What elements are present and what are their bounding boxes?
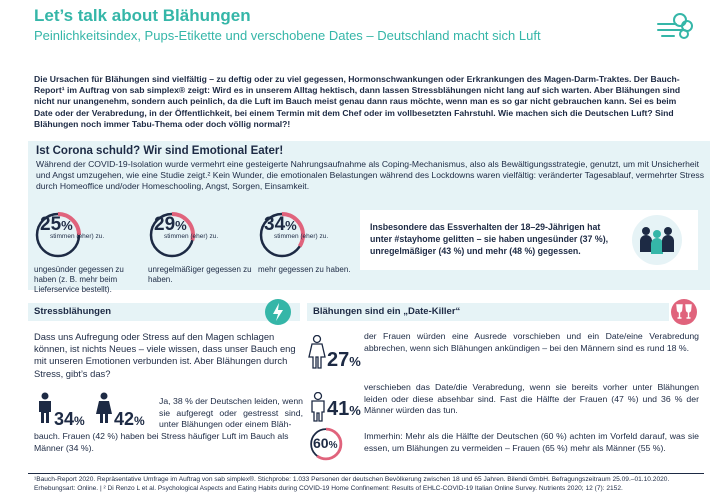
stat-sub: stimmen (eher) zu.	[274, 233, 329, 240]
person-icon	[309, 392, 327, 422]
young-adults-text: Insbesondere das Essverhalten der 18–29-Jährigen hat unter #stayhome gelitten – sie haben ungesünder (37 %), unregelmäßiger (43 %) und mehr (48 %) gegessen.	[370, 222, 609, 256]
stress-text: Dass uns Aufregung oder Stress auf den Magen schlagen können, ist nichts Neues – viele wissen, dass unser Bauch eng mit unseren Emotionen verbunden ist. Aber Blähungen durch Stress, gibt’s das?	[34, 331, 296, 379]
date-percent: 60	[313, 435, 329, 451]
stress-heading-bar	[28, 303, 300, 321]
stat-percent: 34	[264, 214, 286, 235]
intro-text: Die Ursachen für Blähungen sind vielfältig – zu deftig oder zu viel gegessen, Hormonschwankungen oder Erkrankungen des Magen-Darm-Traktes. Der Bauch-Report¹ im Auftrag von sab simplex® zeigt: Wird es in unserem Alltag hektisch, dann lassen Stressblähungen nicht lang auf sich warten. Aber Blähungen sind nicht nur unangenehm, sondern auch peinlich, da die Luft im Bauch meist genau dann raus möchte, wenn man es so gar nicht gebrauchen kann. Sei es beim Date oder der Verabredung, in der Öffentlichkeit, bei einem Termin mit dem Chef oder im vollbesetzten Fahrstuhl. Wie machen sich die Deutschen Luft? Sind Blähungen noch immer Tabu-Thema oder doch völlig normal?!	[34, 74, 681, 129]
date-row-food	[307, 431, 699, 475]
date-percent-unit: %	[349, 354, 361, 369]
young-adults-box	[360, 210, 698, 270]
date-text: verschieben das Date/die Verabredung, wenn sie bereits vorher unter Blähungen leiden oder diese absehbar sind. Fast die Hälfte der Frauen (47 %) und 36 % der Männer würden das tun.	[364, 382, 699, 415]
stat-percent: 25	[40, 214, 62, 235]
date-percent-unit: %	[328, 440, 338, 451]
stat-percent-unit: %	[61, 218, 73, 233]
stat-description: mehr gegessen zu haben.	[258, 265, 351, 274]
date-percent-unit: %	[349, 403, 361, 418]
men-stress-percent-unit: %	[74, 414, 85, 428]
date-percent: 41	[327, 398, 350, 420]
date-heading-bar	[307, 303, 669, 321]
stress-result-text: Ja, 38 % der Deutschen leiden, wenn sie aufgeregt oder gestresst sind, unter Blähungen oder einem Bläh-	[159, 396, 303, 429]
woman-icon	[307, 335, 327, 369]
corona-heading: Ist Corona schuld? Wir sind Emotional Eater!	[36, 145, 284, 157]
men-stress-percent: 34	[54, 409, 75, 429]
wine-glasses-icon	[670, 298, 698, 326]
date-heading: Blähungen sind ein „Date-Killer“	[313, 306, 461, 317]
corona-section	[28, 141, 710, 294]
date-row-cancel	[307, 331, 699, 375]
wind-icon	[654, 10, 694, 44]
man-icon	[36, 392, 54, 424]
stat-description: ungesünder gegessen zu haben (z. B. mehr beim Lieferservice bestellt).	[34, 265, 124, 294]
people-group-icon	[628, 214, 686, 266]
stat-percent-unit: %	[175, 218, 187, 233]
footnote: ¹Bauch-Report 2020. Repräsentative Umfrage im Auftrag von sab simplex®. Stichprobe: 1.033 Personen der deutschen Bevölkerung zwischen 18 und 65 Jahren. Bilendi GmbH. Befragungszeitraum 25.09.–01.10.2020. Erhebungsart: Online. | ² Di Renzo L et al. Psychological Aspects and Eating Habits during COVID-19 Home Confinement: Results of EHLC-COVID-19 Italian Online Survey. Nutrients 2020; 12 (7): 2152.	[34, 476, 670, 492]
page-title: Let’s talk about Blähungen	[34, 6, 251, 25]
women-stress-percent: 42	[114, 409, 135, 429]
date-text: Immerhin: Mehr als die Hälfte der Deutschen (60 %) achten im Vorfeld darauf, was sie essen, um Blähungen zu vermeiden – Frauen (65 %) mehr als Männer (55 %).	[364, 431, 699, 453]
corona-text: Während der COVID-19-Isolation wurde vermehrt eine gesteigerte Nahrungsaufnahme als Coping-Mechanismus, also als Bewältigungsstrategie, genutzt, um mit Unsicherheit und Angst umzugehen, wie eine Studie zeigt.² Kein Wunder, die emotionalen Belastungen während des Lockdowns waren vielfältig: veränderter Tagesablauf, vermehrter Stress durch Homeoffice und/oder Homeschooling, Angst, Sorgen, Einsamkeit.	[36, 159, 705, 192]
date-percent: 27	[327, 349, 350, 371]
stat-percent: 29	[154, 214, 176, 235]
date-row-postpone	[307, 382, 699, 426]
stress-heading: Stressblähungen	[34, 306, 112, 317]
page-subtitle: Peinlichkeitsindex, Pups-Etikette und verschobene Dates – Deutschland macht sich Luft	[34, 28, 541, 43]
date-text: der Frauen würden eine Ausrede vorschieben und ein Date/eine Verabredung abbrechen, wenn sich Blähungen ankündigen – bei den Männern sind es rund 18 %.	[364, 331, 699, 353]
stat-description: unregelmäßiger gegessen zu haben.	[148, 265, 252, 284]
stat-sub: stimmen (eher) zu.	[164, 233, 219, 240]
stat-percent-unit: %	[285, 218, 297, 233]
women-stress-percent-unit: %	[134, 414, 145, 428]
lightning-icon	[264, 298, 292, 326]
stat-sub: stimmen (eher) zu.	[50, 233, 105, 240]
stress-result-text-cont: bauch. Frauen (42 %) haben bei Stress häufiger Luft im Bauch als Männer (34 %).	[34, 431, 289, 453]
woman-icon	[94, 392, 114, 424]
divider	[28, 473, 704, 474]
